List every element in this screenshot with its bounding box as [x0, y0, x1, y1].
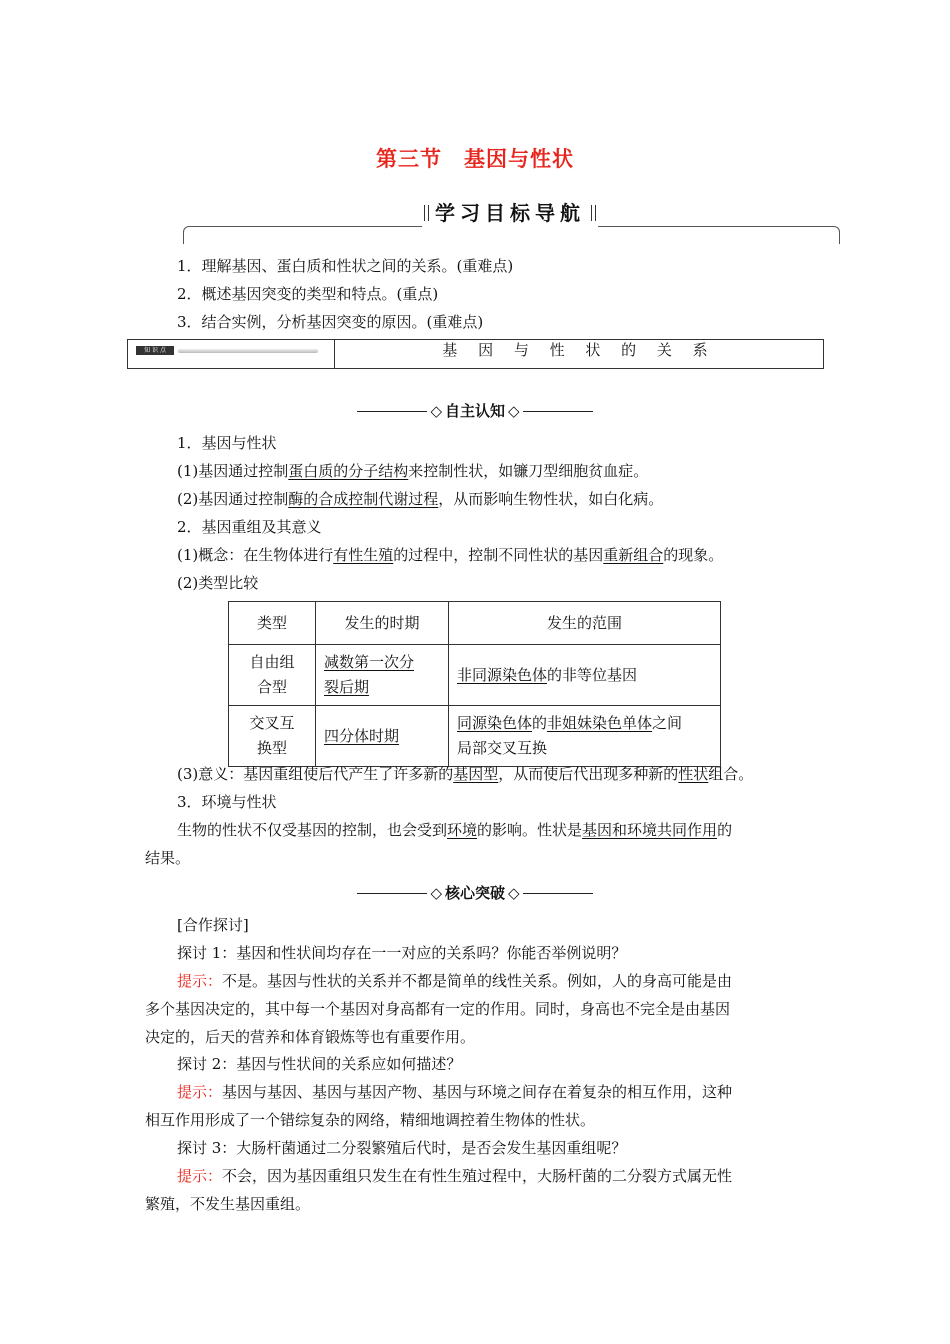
section-heading-text: 自主认知	[444, 402, 505, 420]
paragraph	[177, 545, 723, 565]
paragraph	[177, 764, 753, 784]
objective-2: 2．概述基因突变的类型和特点。(重点)	[177, 285, 439, 303]
paragraph: (2)类型比较	[177, 574, 259, 592]
answer-blank: 重新组合	[603, 546, 664, 564]
table-cell: 自由组 合型	[229, 645, 316, 706]
diamond-icon: ◇	[430, 402, 442, 420]
paragraph	[177, 489, 663, 509]
subheading-gene-trait: 1．基因与性状	[177, 434, 277, 452]
recombination-comparison-table	[228, 601, 721, 767]
text: ，从而影响生物性状，如白化病。	[438, 490, 664, 508]
page-title	[0, 143, 950, 173]
answer-2: 提示：基因与基因、基因与基因产物、基因与环境之间存在着复杂的相互作用，这种	[177, 1083, 733, 1101]
text: 的过程中，控制不同性状的基因	[393, 546, 604, 564]
text: 的	[717, 821, 733, 839]
answer-blank: 蛋白质的分子结构	[288, 462, 409, 480]
answer-3: 提示：不会，因为基因重组只发生在有性生殖过程中，大肠杆菌的二分裂方式属无性	[177, 1167, 733, 1185]
text: 来控制性状，如镰刀型细胞贫血症。	[408, 462, 649, 480]
text: 生物的性状不仅受基因的控制，也会受到	[177, 821, 448, 839]
hint-label: 提示：	[177, 1167, 223, 1185]
paragraph: 结果。	[145, 849, 191, 867]
text: 组合。	[708, 765, 754, 783]
answer-blank: 有性生殖	[333, 546, 394, 564]
knowledge-point-label-cell	[128, 340, 335, 368]
hint-label: 提示：	[177, 972, 223, 990]
text: (3)意义：基因重组使后代产生了许多新的	[177, 765, 454, 783]
section-heading-text: 核心突破	[444, 884, 505, 902]
table-header-row	[229, 602, 721, 645]
subheading-environment: 3．环境与性状	[177, 793, 277, 811]
learning-goals-banner: 学习目标导航	[422, 197, 598, 229]
knowledge-point-box	[127, 339, 824, 369]
heading-rule-left	[357, 411, 427, 412]
text: (2)基因通过控制	[177, 490, 289, 508]
text: 的现象。	[663, 546, 724, 564]
text: (1)概念：在生物体进行	[177, 546, 334, 564]
objective-1: 1．理解基因、蛋白质和性状之间的关系。(重难点)	[177, 257, 514, 275]
answer-blank: 环境	[447, 821, 478, 839]
answer-1: 提示：不是。基因与性状的关系并不都是简单的线性关系。例如，人的身高可能是由	[177, 972, 733, 990]
discussion-question-2: 探讨 2：基因与性状间的关系应如何描述？	[177, 1055, 462, 1073]
answer-2-continued: 相互作用形成了一个错综复杂的网络，精细地调控着生物体的性状。	[145, 1111, 596, 1129]
text: (1)基因通过控制	[177, 462, 289, 480]
knowledge-point-title: 基 因 与 性 状 的 关 系	[442, 341, 716, 359]
title-section-number: 第三节	[376, 147, 442, 171]
discussion-question-3: 探讨 3：大肠杆菌通过二分裂繁殖后代时，是否会发生基因重组呢？	[177, 1139, 627, 1157]
table-row	[229, 645, 721, 706]
table-cell: 减数第一次分 裂后期	[316, 645, 449, 706]
knowledge-point-badge: 知 识 点	[136, 346, 174, 355]
diamond-icon: ◇	[508, 402, 520, 420]
answer-blank: 基因和环境共同作用	[582, 821, 718, 839]
answer-3-continued: 繁殖，不发生基因重组。	[145, 1195, 311, 1213]
table-cell: 交叉互 换型	[229, 706, 316, 767]
table-header: 发生的范围	[449, 602, 721, 645]
paragraph	[177, 820, 732, 840]
heading-rule-right	[523, 411, 593, 412]
table-cell: 同源染色体的非姐妹染色单体之间 局部交叉互换	[449, 706, 721, 767]
table-row	[229, 706, 721, 767]
answer-blank: 性状	[678, 765, 709, 783]
answer-1-continued: 多个基因决定的，其中每一个基因对身高都有一定的作用。同时，身高也不完全是由基因	[145, 1000, 731, 1018]
text: 的影响。性状是	[477, 821, 583, 839]
heading-rule-right	[523, 893, 593, 894]
table-cell: 四分体时期	[316, 706, 449, 767]
title-topic: 基因与性状	[464, 147, 574, 171]
discussion-question-1: 探讨 1：基因和性状间均存在一一对应的关系吗？你能否举例说明？	[177, 944, 627, 962]
table-header: 类型	[229, 602, 316, 645]
answer-blank: 酶的合成控制代谢过程	[288, 490, 439, 508]
section-heading-self-study	[0, 400, 950, 421]
subheading-recombination: 2．基因重组及其意义	[177, 518, 322, 536]
answer-1-continued: 决定的，后天的营养和体育锻炼等也有重要作用。	[145, 1028, 476, 1046]
decorative-bar	[178, 349, 318, 353]
answer-blank: 基因型	[453, 765, 499, 783]
heading-rule-left	[357, 893, 427, 894]
table-cell: 非同源染色体的非等位基因	[449, 645, 721, 706]
text: ，从而使后代出现多种新的	[498, 765, 679, 783]
paragraph	[177, 461, 648, 481]
cooperative-discussion-label: [合作探讨]	[177, 916, 249, 934]
objective-3: 3．结合实例，分析基因突变的原因。(重难点)	[177, 313, 484, 331]
section-heading-core	[0, 882, 950, 903]
table-header: 发生的时期	[316, 602, 449, 645]
diamond-icon: ◇	[430, 884, 442, 902]
hint-label: 提示：	[177, 1083, 223, 1101]
diamond-icon: ◇	[508, 884, 520, 902]
